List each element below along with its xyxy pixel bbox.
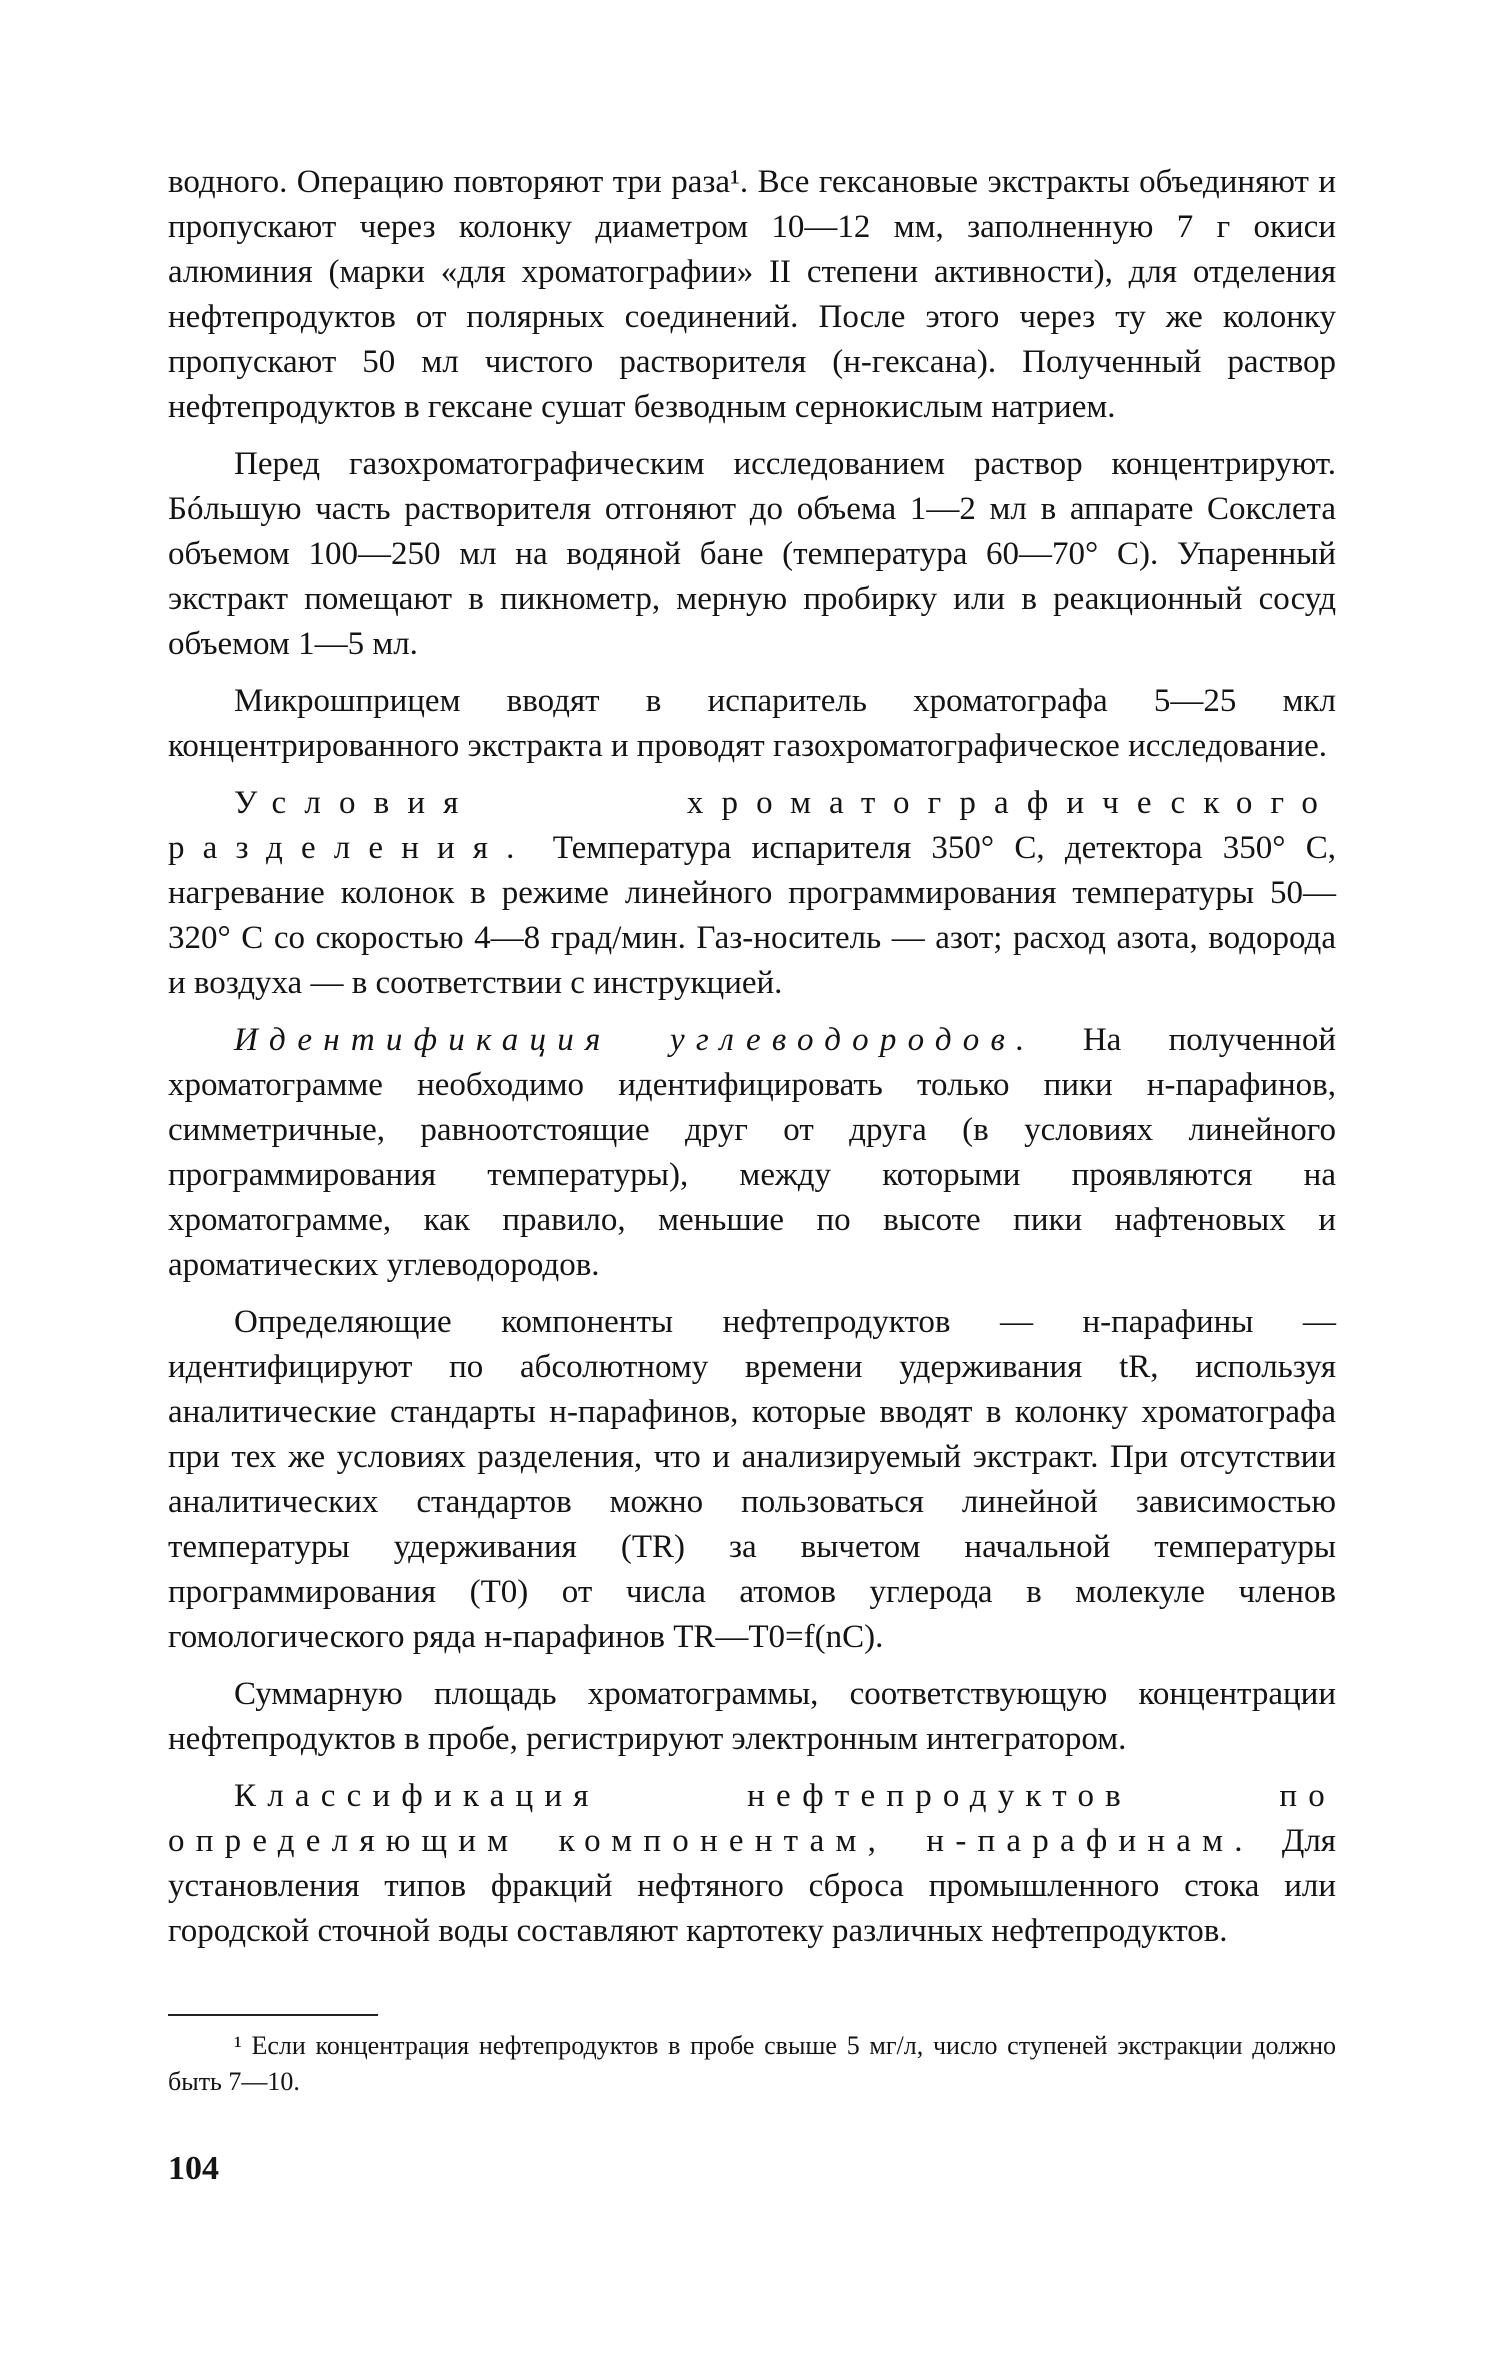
paragraph-5-text: На полученной хроматограмме необходимо идентифицировать только пики н-парафинов, симметричные, равноотстоящие друг от друга (в условиях линейного программирования температуры), между которыми проявляются на хроматограмме, как правило, меньшие по высоте пики нафтеновых и ароматических углеводородов.	[168, 1022, 1336, 1283]
page-number: 104	[168, 2150, 219, 2187]
paragraph-3: Микрошприцем вводят в испаритель хроматографа 5—25 мкл концентрированного экстракта и проводят газохроматографическое исследование.	[168, 683, 1336, 764]
section-heading-identification: Идентификация углеводородов.	[234, 1022, 1036, 1058]
paragraph-5	[168, 1018, 1336, 1288]
paragraph-8-text: Для установления типов фракций нефтяного сброса промышленного стока или городской сточной воды составляют картотеку различных нефтепродуктов.	[168, 1823, 1336, 1949]
paragraph-2: Перед газохроматографическим исследованием раствор концентрируют. Бóльшую часть растворителя отгоняют до объема 1—2 мл в аппарате Сокслета объемом 100—250 мл на водяной бане (температура 60—70° С). Упаренный экстракт помещают в пикнометр, мерную пробирку или в реакционный сосуд объемом 1—5 мл.	[168, 446, 1336, 662]
footnote-divider	[168, 2014, 378, 2016]
paragraph-1: водного. Операцию повторяют три раза¹. Все гексановые экстракты объединяют и пропускают через колонку диаметром 10—12 мм, заполненную 7 г окиси алюминия (марки «для хроматографии» II степени активности), для отделения нефтепродуктов от полярных соединений. После этого через ту же колонку пропускают 50 мл чистого растворителя (н-гексана). Полученный раствор нефтепродуктов в гексане сушат безводным сернокислым натрием.	[168, 164, 1336, 425]
paragraph-4	[168, 781, 1336, 1006]
section-heading-separation-conditions: Условия хроматографического разделения.	[168, 785, 1336, 866]
section-heading-classification: Классификация нефтепродуктов по определяющим компонентам, н-парафинам.	[168, 1778, 1336, 1859]
paragraph-7: Суммарную площадь хроматограммы, соответствующую концентрации нефтепродуктов в пробе, регистрируют электронным интегратором.	[168, 1676, 1336, 1757]
paragraph-8	[168, 1774, 1336, 1954]
paragraph-4-text: Температура испарителя 350° С, детектора 350° С, нагревание колонок в режиме линейного программирования температуры 50—320° С со скоростью 4—8 град/мин. Газ-носитель — азот; расход азота, водорода и воздуха — в соответствии с инструкцией.	[168, 830, 1336, 1001]
paragraph-6: Определяющие компоненты нефтепродуктов — н-парафины — идентифицируют по абсолютному времени удерживания tR, используя аналитические стандарты н-парафинов, которые вводят в колонку хроматографа при тех же условиях разделения, что и анализируемый экстракт. При отсутствии аналитических стандартов можно пользоваться линейной зависимостью температуры удерживания (TR) за вычетом начальной температуры программирования (T0) от числа атомов углерода в молекуле членов гомологического ряда н-парафинов TR—T0=f(nC).	[168, 1304, 1336, 1655]
page-body	[168, 160, 1336, 1954]
footnote: ¹ Если концентрация нефтепродуктов в пробе свыше 5 мг/л, число ступеней экстракции должно быть 7—10.	[168, 2031, 1336, 2096]
